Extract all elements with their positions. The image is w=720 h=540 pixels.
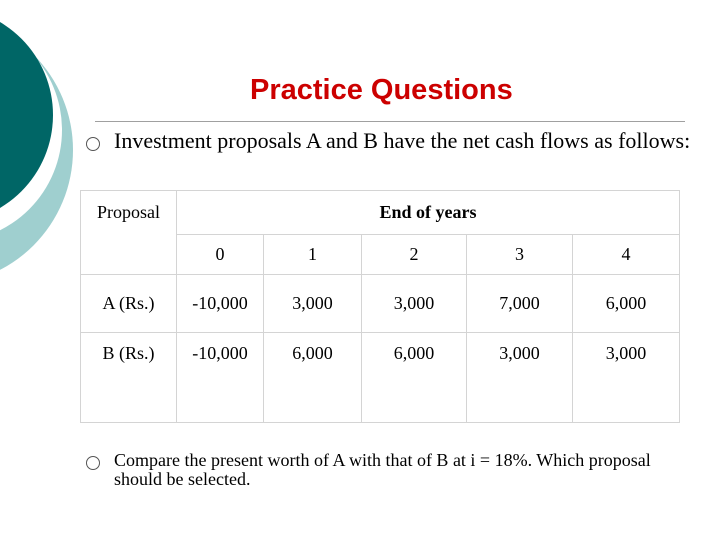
table-cell: 3,000 [467, 333, 573, 377]
table-cell: -10,000 [177, 333, 264, 377]
table-cell: 3,000 [362, 275, 467, 333]
year-header: 3 [467, 235, 573, 275]
table-cell: 3,000 [573, 333, 680, 377]
year-header: 4 [573, 235, 680, 275]
table-cell: -10,000 [177, 275, 264, 333]
table-cell: 7,000 [467, 275, 573, 333]
decorative-circles [0, 0, 80, 300]
table-row [81, 333, 680, 377]
year-header: 1 [264, 235, 362, 275]
slide-title: Practice Questions [250, 74, 513, 106]
table-cell: 3,000 [264, 275, 362, 333]
table-row [81, 275, 680, 333]
title-divider [95, 121, 685, 122]
cash-flow-table [80, 190, 680, 423]
table-cell: 6,000 [573, 275, 680, 333]
table-cell: 6,000 [362, 333, 467, 377]
intro-text: Investment proposals A and B have the net cash flows as follows: [114, 128, 691, 153]
proposal-header: Proposal [81, 191, 177, 235]
year-header: 0 [177, 235, 264, 275]
year-header: 2 [362, 235, 467, 275]
years-header: End of years [177, 191, 680, 235]
row-label: A (Rs.) [81, 275, 177, 333]
bullet-circle-icon [86, 456, 100, 470]
bullet-circle-icon [86, 137, 100, 151]
question-text: Compare the present worth of A with that of B at i = 18%. Which proposal should be selected. [114, 450, 651, 489]
empty-cell [81, 235, 177, 275]
table-cell: 6,000 [264, 333, 362, 377]
row-label: B (Rs.) [81, 333, 177, 377]
